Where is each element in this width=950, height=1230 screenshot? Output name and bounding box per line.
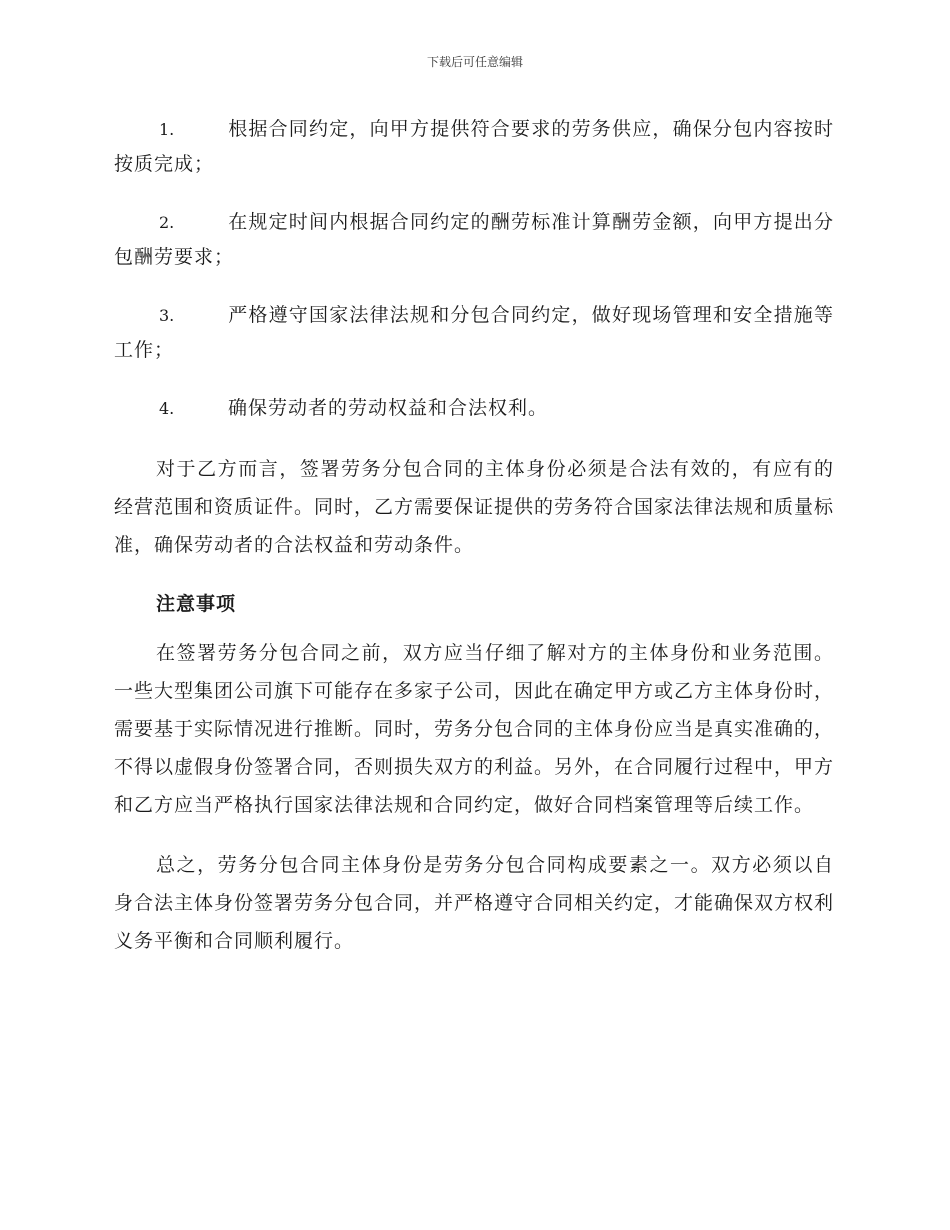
page-header: 下载后可任意编辑 xyxy=(426,55,523,69)
list-item-text: 严格遵守国家法律法规和分包合同约定，做好现场管理和安全措施等工作； xyxy=(114,304,834,361)
paragraph-party-b: 对于乙方而言，签署劳务分包合同的主体身份必须是合法有效的，有应有的经营范围和资质证件。同时，乙方需要保证提供的劳务符合国家法律法规和质量标准，确保劳动者的合法权益和劳动条件。 xyxy=(114,458,835,556)
paragraph-summary: 总之，劳务分包合同主体身份是劳务分包合同构成要素之一。双方必须以自身合法主体身份签署劳务分包合同，并严格遵守合同相关约定，才能确保双方权利义务平衡和合同顺利履行。 xyxy=(114,854,835,952)
list-item-text: 根据合同约定，向甲方提供符合要求的劳务供应，确保分包内容按时按质完成； xyxy=(114,118,834,175)
list-item-text: 在规定时间内根据合同约定的酬劳标准计算酬劳金额，向甲方提出分包酬劳要求； xyxy=(114,211,834,268)
list-item-number: 4. xyxy=(159,399,175,418)
list-item-number: 2. xyxy=(159,213,175,232)
document-body xyxy=(114,112,834,982)
list-item xyxy=(114,391,834,426)
section-heading: 注意事项 xyxy=(156,593,237,615)
paragraph-notes: 在签署劳务分包合同之前，双方应当仔细了解对方的主体身份和业务范围。一些大型集团公司旗下可能存在多家子公司，因此在确定甲方或乙方主体身份时，需要基于实际情况进行推断。同时，劳务分包合同的主体身份应当是真实准确的，不得以虚假身份签署合同，否则损失双方的利益。另外，在合同履行过程中，甲方和乙方应当严格执行国家法律法规和合同约定，做好合同档案管理等后续工作。 xyxy=(114,642,835,816)
list-item-number: 3. xyxy=(159,306,175,325)
list-item xyxy=(114,112,834,181)
list-item-number: 1. xyxy=(159,120,175,139)
list-item-text: 确保劳动者的劳动权益和合法权利。 xyxy=(228,397,549,419)
list-item xyxy=(114,298,834,367)
list-item xyxy=(114,205,834,274)
